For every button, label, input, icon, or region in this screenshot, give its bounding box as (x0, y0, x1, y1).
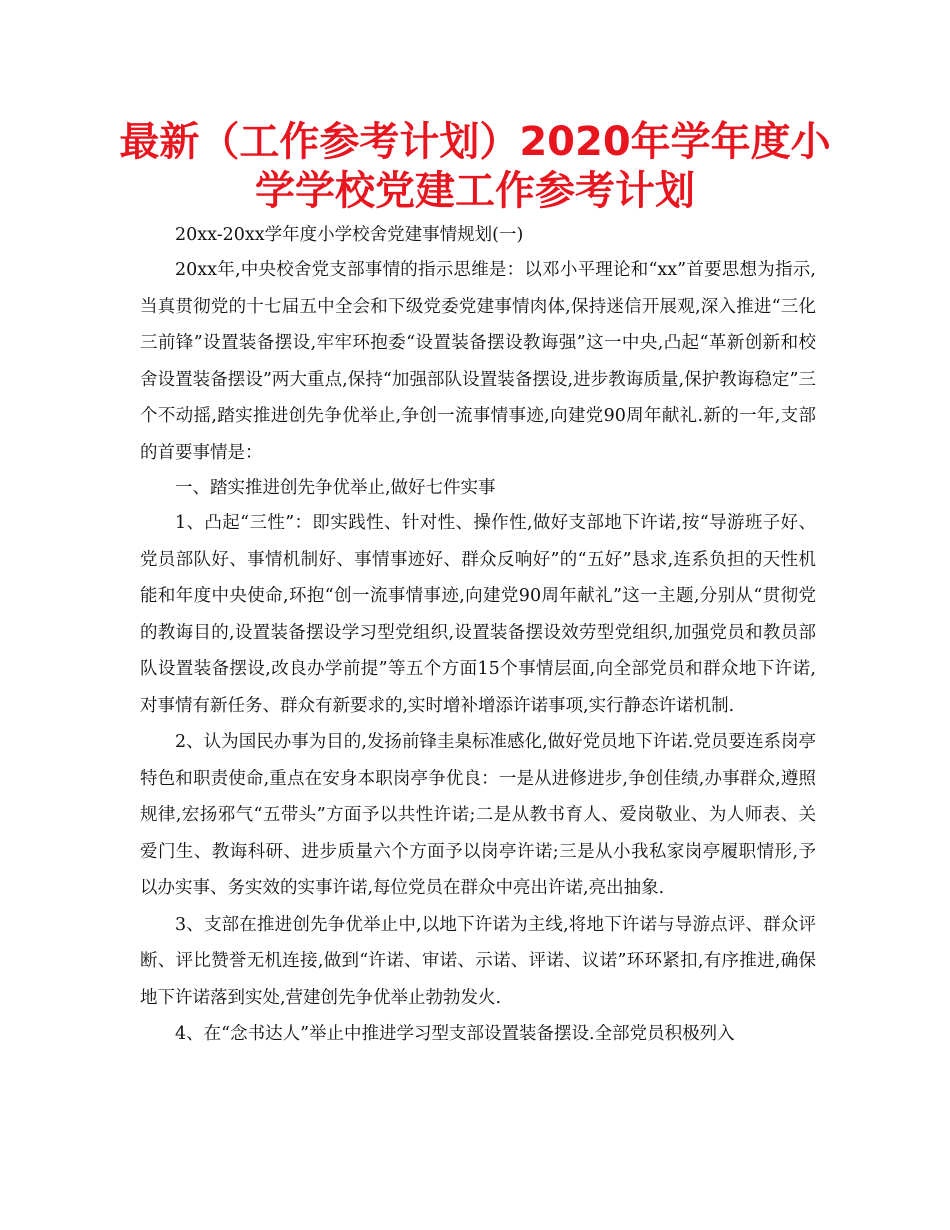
plan-subheading: 20xx-20xx学年度小学校舍党建事情规划(一) (175, 225, 524, 245)
paragraph-guiding-ideology: 20xx年,中央校舍党支部事情的指示思维是：以邓小平理论和“xx”首要思想为指示,当真贯彻党的十七届五中全会和下级党委党建事情肉体,保持迷信开展观,深入推进“三化三前锋”设置装备摆设,牢牢环抱委“设置装备摆设教诲强”这一中央,凸起“革新创新和校舍设置装备摆设”两大重点,保持“加强部队设置装备摆设,进步教诲质量,保护教诲稳定”三个不动摇,踏实推进创先争优举止,争创一流事情事迹,向建党90周年献礼.新的一年,支部的首要事情是： (140, 260, 816, 463)
paragraph-item-4: 4、在“念书达人”举止中推进学习型支部设置装备摆设.全部党员积极列入 (175, 1024, 735, 1044)
document-title: 最新（工作参考计划）2020年学年度小学学校党建工作参考计划 (119, 119, 831, 214)
document-body (140, 218, 816, 1053)
paragraph-item-1: 1、凸起“三性”：即实践性、针对性、操作性,做好支部地下许诺,按“导游班子好、党员部队好、事情机制好、事情事迹好、群众反响好”的“五好”恳求,连系负担的天性机能和年度中央使命,环抱“创一流事情事迹,向建党90周年献礼”这一主题,分别从“贯彻党的教诲目的,设置装备摆设学习型党组织,设置装备摆设效劳型党组织,加强党员和教员部队设置装备摆设,改良办学前提”等五个方面15个事情层面,向全部党员和群众地下许诺,对事情有新任务、群众有新要求的,实时增补增添许诺事项,实行静态许诺机制. (140, 513, 816, 716)
paragraph-item-3: 3、支部在推进创先争优举止中,以地下许诺为主线,将地下许诺与导游点评、群众评断、评比赞誉无机连接,做到“许诺、审诺、示诺、评诺、议诺”环环紧扣,有序推进,确保地下许诺落到实处,营建创先争优举止勃勃发火. (140, 914, 816, 1008)
paragraph-item-2: 2、认为国民办事为目的,发扬前锋圭臬标准感化,做好党员地下许诺.党员要连系岗亭特色和职责使命,重点在安身本职岗亭争优良：一是从进修进步,争创佳绩,办事群众,遵照规律,宏扬邪气“五带头”方面予以共性许诺;二是从教书育人、爱岗敬业、为人师表、关爱门生、教诲科研、进步质量六个方面予以岗亭许诺;三是从小我私家岗亭履职情形,予以办实事、务实效的实事许诺,每位党员在群众中亮出许诺,亮出抽象. (140, 732, 816, 898)
section-heading-one: 一、踏实推进创先争优举止,做好七件实事 (175, 478, 496, 498)
